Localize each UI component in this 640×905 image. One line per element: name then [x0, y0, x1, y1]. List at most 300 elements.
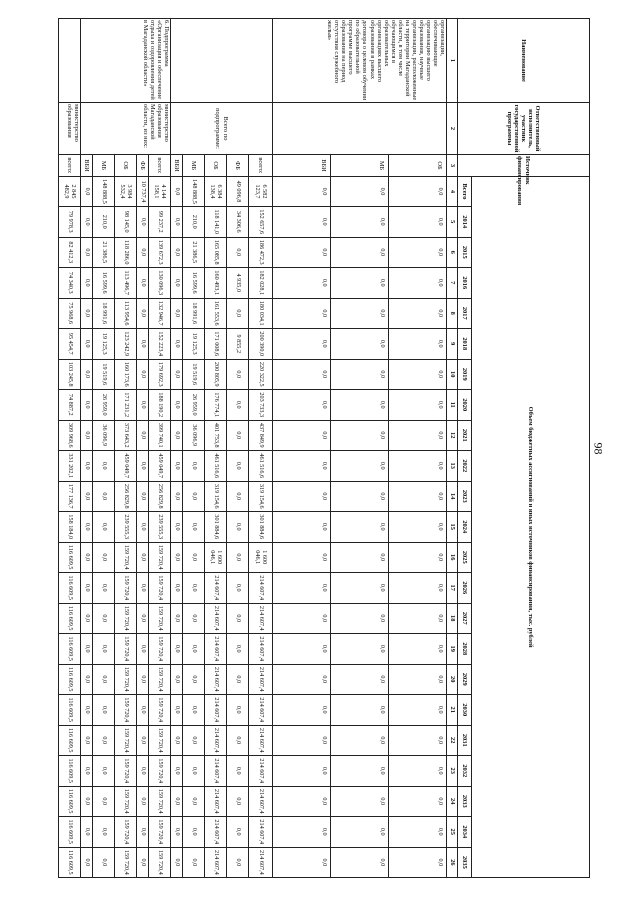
value-cell: 159 720,4: [115, 542, 137, 573]
value-cell: 0,0: [273, 207, 331, 238]
value-cell: 3 984 532,4: [115, 177, 137, 207]
value-cell: 214 607,4: [205, 634, 227, 665]
value-cell: 0,0: [171, 756, 183, 787]
value-cell: 0,0: [389, 634, 447, 665]
value-cell: 0,0: [331, 847, 389, 878]
value-cell: 0,0: [81, 359, 93, 390]
source-cell: ОБ: [205, 155, 227, 177]
value-cell: 214 607,4: [249, 725, 273, 756]
value-cell: 16 599,6: [93, 268, 115, 299]
value-cell: 0,0: [273, 268, 331, 299]
value-cell: 0,0: [227, 237, 249, 268]
value-cell: 0,0: [171, 481, 183, 512]
value-cell: 0,0: [171, 329, 183, 360]
column-number: 9: [447, 329, 458, 360]
value-cell: 214 607,4: [205, 756, 227, 787]
value-cell: 0,0: [389, 542, 447, 573]
column-number: 23: [447, 756, 458, 787]
value-cell: 0,0: [331, 177, 389, 207]
value-cell: 16 599,6: [183, 268, 205, 299]
value-cell: 74 887,2: [59, 390, 81, 421]
header-year: 2018: [458, 329, 472, 360]
value-cell: 0,0: [273, 756, 331, 787]
value-cell: 0,0: [273, 542, 331, 573]
value-cell: 0,0: [93, 847, 115, 878]
value-cell: 0,0: [389, 725, 447, 756]
value-cell: 0,0: [93, 634, 115, 665]
value-cell: 160 173,6: [115, 359, 137, 390]
value-cell: 0,0: [183, 786, 205, 817]
value-cell: 118 286,0: [115, 237, 137, 268]
value-cell: 0,0: [81, 695, 93, 726]
value-cell: 0,0: [183, 756, 205, 787]
value-cell: 214 607,4: [205, 725, 227, 756]
value-cell: 0,0: [81, 420, 93, 451]
value-cell: 0,0: [389, 512, 447, 543]
value-cell: 0,0: [227, 359, 249, 390]
value-cell: 0,0: [171, 786, 183, 817]
value-cell: 0,0: [331, 298, 389, 329]
block2-name: [171, 19, 273, 103]
header-year: 2023: [458, 481, 472, 512]
column-number: 3: [447, 155, 458, 177]
value-cell: 159 720,4: [115, 786, 137, 817]
value-cell: 49 096,8: [227, 177, 249, 207]
value-cell: 0,0: [331, 237, 389, 268]
value-cell: 214 607,4: [249, 664, 273, 695]
value-cell: 0,0: [389, 420, 447, 451]
value-cell: 0,0: [227, 481, 249, 512]
value-cell: 148 888,5: [93, 177, 115, 207]
value-cell: 152 223,4: [149, 329, 171, 360]
value-cell: 113 496,7: [115, 268, 137, 299]
value-cell: 159 720,4: [115, 573, 137, 604]
value-cell: 0,0: [273, 390, 331, 421]
value-cell: 214 607,4: [205, 786, 227, 817]
header-year: 2032: [458, 756, 472, 787]
value-cell: 0,0: [273, 786, 331, 817]
value-cell: 0,0: [273, 695, 331, 726]
value-cell: 116 609,5: [59, 573, 81, 604]
value-cell: 0,0: [93, 481, 115, 512]
column-number: 25: [447, 817, 458, 848]
value-cell: 98 145,0: [115, 207, 137, 238]
value-cell: 214 607,4: [249, 573, 273, 604]
value-cell: 0,0: [273, 298, 331, 329]
value-cell: 0,0: [183, 664, 205, 695]
value-cell: 0,0: [137, 786, 149, 817]
value-cell: 0,0: [183, 634, 205, 665]
value-cell: 159 720,4: [115, 817, 137, 848]
value-cell: 26 959,0: [93, 390, 115, 421]
value-cell: 214 607,4: [249, 786, 273, 817]
value-cell: 159 720,4: [149, 786, 171, 817]
value-cell: 0,0: [137, 634, 149, 665]
value-cell: 116 609,5: [59, 725, 81, 756]
value-cell: 19 519,6: [183, 359, 205, 390]
value-cell: 214 607,4: [205, 847, 227, 878]
value-cell: 159 720,4: [149, 695, 171, 726]
value-cell: 0,0: [93, 573, 115, 604]
header-year: 2026: [458, 573, 472, 604]
value-cell: 159 720,4: [115, 847, 137, 878]
value-cell: 158 184,0: [59, 512, 81, 543]
value-cell: 256 829,8: [115, 481, 137, 512]
value-cell: 4 144 158,1: [149, 177, 171, 207]
value-cell: 0,0: [171, 725, 183, 756]
value-cell: 0,0: [137, 329, 149, 360]
value-cell: 373 643,2: [115, 420, 137, 451]
value-cell: 116 609,5: [59, 634, 81, 665]
value-cell: 0,0: [183, 725, 205, 756]
value-cell: 0,0: [137, 542, 149, 573]
value-cell: 159 720,4: [149, 847, 171, 878]
value-cell: 19 519,6: [93, 359, 115, 390]
value-cell: 0,0: [331, 573, 389, 604]
source-cell: всего:: [249, 155, 273, 177]
value-cell: 82 412,3: [59, 237, 81, 268]
value-cell: 0,0: [137, 603, 149, 634]
value-cell: 21 386,5: [183, 237, 205, 268]
value-cell: 0,0: [273, 512, 331, 543]
value-cell: 0,0: [171, 817, 183, 848]
value-cell: 0,0: [273, 847, 331, 878]
value-cell: 0,0: [273, 817, 331, 848]
value-cell: 0,0: [183, 603, 205, 634]
value-cell: 159 720,4: [149, 756, 171, 787]
value-cell: 36 096,9: [183, 420, 205, 451]
value-cell: 0,0: [183, 695, 205, 726]
header-year: 2029: [458, 664, 472, 695]
value-cell: 116 609,5: [59, 817, 81, 848]
value-cell: 0,0: [273, 603, 331, 634]
value-cell: 0,0: [389, 390, 447, 421]
value-cell: 210,0: [93, 207, 115, 238]
value-cell: 0,0: [331, 207, 389, 238]
value-cell: 0,0: [171, 177, 183, 207]
header-name: Наименование: [458, 19, 590, 103]
value-cell: 0,0: [93, 786, 115, 817]
column-number: 15: [447, 512, 458, 543]
value-cell: 0,0: [137, 237, 149, 268]
value-cell: 0,0: [389, 268, 447, 299]
column-number: 8: [447, 298, 458, 329]
value-cell: 200 390,0: [249, 329, 273, 360]
block4-name: [59, 19, 81, 103]
value-cell: 0,0: [183, 817, 205, 848]
value-cell: 116 609,5: [59, 695, 81, 726]
value-cell: 116 609,5: [59, 847, 81, 878]
value-cell: 239 555,3: [115, 512, 137, 543]
value-cell: 132 946,7: [149, 298, 171, 329]
value-cell: 0,0: [273, 573, 331, 604]
value-cell: 0,0: [227, 786, 249, 817]
header-responsible: Ответственный исполнитель, участник государственной программы: [458, 103, 590, 155]
value-cell: 159 720,4: [115, 695, 137, 726]
value-cell: 0,0: [389, 664, 447, 695]
value-cell: 0,0: [389, 329, 447, 360]
value-cell: 0,0: [137, 359, 149, 390]
value-cell: 2 845 482,9: [59, 177, 81, 207]
value-cell: 118 141,0: [205, 207, 227, 238]
column-number: 1: [447, 19, 458, 103]
column-number: 10: [447, 359, 458, 390]
value-cell: 0,0: [137, 451, 149, 482]
value-cell: 1 600 046,1: [205, 542, 227, 573]
value-cell: 220 322,5: [249, 359, 273, 390]
column-number: 19: [447, 634, 458, 665]
value-cell: 0,0: [331, 664, 389, 695]
value-cell: 0,0: [81, 268, 93, 299]
value-cell: 10 737,4: [137, 177, 149, 207]
value-cell: 0,0: [227, 847, 249, 878]
value-cell: 0,0: [389, 298, 447, 329]
column-number: 20: [447, 664, 458, 695]
value-cell: 319 154,6: [205, 481, 227, 512]
value-cell: 0,0: [137, 756, 149, 787]
value-cell: 179 692,3: [149, 359, 171, 390]
value-cell: 0,0: [389, 786, 447, 817]
header-year: 2035: [458, 847, 472, 878]
value-cell: 0,0: [171, 237, 183, 268]
value-cell: 0,0: [183, 481, 205, 512]
value-cell: 0,0: [171, 390, 183, 421]
value-cell: 0,0: [171, 542, 183, 573]
source-cell: ВБИ: [81, 155, 93, 177]
value-cell: 152 657,6: [249, 207, 273, 238]
value-cell: 26 959,0: [183, 390, 205, 421]
value-cell: 116 609,5: [59, 542, 81, 573]
value-cell: 159 720,4: [115, 756, 137, 787]
column-number: 17: [447, 573, 458, 604]
value-cell: 0,0: [93, 603, 115, 634]
value-cell: 0,0: [227, 298, 249, 329]
value-cell: 0,0: [389, 451, 447, 482]
header-year: 2022: [458, 451, 472, 482]
value-cell: 0,0: [389, 207, 447, 238]
block1-name: организации, обеспечивающие организацию высшего образования, научные организации, расположенные на территории Магаданской области, в том числе обучающимся в образовательных организациях высшего образования в рамках договора о целевом обучении по образовательной программе высшего образования на период отсутствия служебного жилья»: [273, 19, 447, 103]
value-cell: 95 454,7: [59, 329, 81, 360]
header-year: 2027: [458, 603, 472, 634]
header-year: 2028: [458, 634, 472, 665]
value-cell: 159 720,4: [149, 725, 171, 756]
value-cell: 0,0: [137, 268, 149, 299]
value-cell: 180 034,1: [249, 298, 273, 329]
value-cell: 0,0: [171, 573, 183, 604]
value-cell: 0,0: [183, 451, 205, 482]
value-cell: 399 740,1: [149, 420, 171, 451]
source-cell: ВБИ: [273, 155, 331, 177]
value-cell: 0,0: [81, 603, 93, 634]
value-cell: 4 935,0: [227, 268, 249, 299]
value-cell: 18 991,6: [93, 298, 115, 329]
value-cell: 0,0: [227, 542, 249, 573]
value-cell: 214 607,4: [249, 695, 273, 726]
header-year: 2033: [458, 786, 472, 817]
value-cell: 0,0: [331, 359, 389, 390]
value-cell: 203 733,3: [249, 390, 273, 421]
source-cell: МБ: [331, 155, 389, 177]
value-cell: 0,0: [137, 420, 149, 451]
value-cell: 0,0: [273, 237, 331, 268]
source-cell: ОБ: [389, 155, 447, 177]
column-number: 2: [447, 103, 458, 155]
value-cell: 0,0: [389, 695, 447, 726]
value-cell: 0,0: [137, 207, 149, 238]
value-cell: 0,0: [331, 756, 389, 787]
value-cell: 0,0: [183, 512, 205, 543]
source-cell: ФБ: [137, 155, 149, 177]
value-cell: 301 884,6: [205, 512, 227, 543]
value-cell: 461 516,6: [205, 451, 227, 482]
value-cell: 34 306,6: [227, 207, 249, 238]
value-cell: 0,0: [227, 695, 249, 726]
block3-responsible: министерство образования Магаданской области, из них:: [81, 103, 171, 155]
source-cell: ОБ: [115, 155, 137, 177]
source-cell: всего:: [149, 155, 171, 177]
value-cell: 186 472,3: [249, 237, 273, 268]
value-cell: 0,0: [273, 664, 331, 695]
value-cell: 0,0: [81, 207, 93, 238]
header-year: 2024: [458, 512, 472, 543]
value-cell: 0,0: [331, 481, 389, 512]
block1-responsible: [273, 103, 447, 155]
header-year: 2017: [458, 298, 472, 329]
value-cell: 182 028,1: [249, 268, 273, 299]
value-cell: 0,0: [93, 542, 115, 573]
value-cell: 159 720,4: [149, 817, 171, 848]
value-cell: 0,0: [227, 634, 249, 665]
value-cell: 0,0: [183, 573, 205, 604]
value-cell: 159 720,4: [149, 542, 171, 573]
value-cell: 0,0: [331, 695, 389, 726]
value-cell: 103 245,8: [59, 359, 81, 390]
value-cell: 0,0: [81, 725, 93, 756]
value-cell: 21 386,5: [93, 237, 115, 268]
value-cell: 0,0: [227, 451, 249, 482]
block2-responsible: Всего по подпрограмме:: [171, 103, 273, 155]
header-total: Всего: [458, 177, 472, 207]
value-cell: 0,0: [227, 573, 249, 604]
value-cell: 0,0: [81, 573, 93, 604]
column-number: 5: [447, 207, 458, 238]
value-cell: 0,0: [93, 725, 115, 756]
column-number: 16: [447, 542, 458, 573]
column-number: 22: [447, 725, 458, 756]
value-cell: 159 720,4: [115, 725, 137, 756]
value-cell: 0,0: [273, 481, 331, 512]
value-cell: 0,0: [137, 847, 149, 878]
value-cell: 214 607,4: [249, 847, 273, 878]
value-cell: 0,0: [81, 329, 93, 360]
value-cell: 113 954,6: [115, 298, 137, 329]
value-cell: 0,0: [137, 481, 149, 512]
value-cell: 177 136,7: [59, 481, 81, 512]
header-source: Источник финансирования: [458, 155, 590, 177]
value-cell: 0,0: [171, 359, 183, 390]
value-cell: 214 607,4: [249, 756, 273, 787]
source-cell: МБ: [183, 155, 205, 177]
value-cell: 461 516,6: [249, 451, 273, 482]
value-cell: 75 968,6: [59, 298, 81, 329]
budget-table: [58, 18, 590, 878]
value-cell: 0,0: [389, 177, 447, 207]
value-cell: 139 672,3: [149, 237, 171, 268]
header-year: 2015: [458, 237, 472, 268]
block3-name: 6. Подпрограмма «Организация и обеспечение отдыха и оздоровления детей в Магаданской области»: [81, 19, 171, 103]
value-cell: 0,0: [227, 420, 249, 451]
value-cell: 0,0: [171, 634, 183, 665]
value-cell: 0,0: [331, 634, 389, 665]
value-cell: 0,0: [171, 603, 183, 634]
value-cell: 0,0: [331, 512, 389, 543]
header-year: 2025: [458, 542, 472, 573]
value-cell: 159 720,4: [149, 634, 171, 665]
value-cell: 171 231,2: [115, 390, 137, 421]
value-cell: 0,0: [273, 359, 331, 390]
column-number: 24: [447, 786, 458, 817]
value-cell: 0,0: [171, 451, 183, 482]
value-cell: 0,0: [81, 634, 93, 665]
value-cell: 18 991,6: [183, 298, 205, 329]
value-cell: 0,0: [273, 329, 331, 360]
value-cell: 19 125,3: [93, 329, 115, 360]
value-cell: 0,0: [171, 420, 183, 451]
value-cell: 0,0: [81, 237, 93, 268]
value-cell: 0,0: [273, 451, 331, 482]
value-cell: 459 049,7: [149, 451, 171, 482]
value-cell: 0,0: [331, 725, 389, 756]
value-cell: 0,0: [331, 420, 389, 451]
column-number: 4: [447, 177, 458, 207]
header-volume: Объем бюджетных ассигнований и иных источников финансирования, тыс. рублей: [472, 177, 590, 878]
value-cell: 0,0: [137, 695, 149, 726]
value-cell: 0,0: [331, 329, 389, 360]
value-cell: 0,0: [171, 512, 183, 543]
value-cell: 188 190,2: [149, 390, 171, 421]
value-cell: 74 340,3: [59, 268, 81, 299]
value-cell: 116 609,5: [59, 786, 81, 817]
value-cell: 0,0: [81, 177, 93, 207]
value-cell: 0,0: [273, 177, 331, 207]
value-cell: 0,0: [227, 512, 249, 543]
value-cell: 99 237,2: [149, 207, 171, 238]
value-cell: 0,0: [137, 817, 149, 848]
value-cell: 0,0: [273, 420, 331, 451]
header-year: 2014: [458, 207, 472, 238]
value-cell: 214 607,4: [205, 695, 227, 726]
value-cell: 0,0: [171, 268, 183, 299]
value-cell: 159 720,4: [149, 664, 171, 695]
value-cell: 309 968,6: [59, 420, 81, 451]
value-cell: 0,0: [171, 298, 183, 329]
header-year: 2034: [458, 817, 472, 848]
value-cell: 459 049,7: [115, 451, 137, 482]
header-year: 2019: [458, 359, 472, 390]
column-number: 6: [447, 237, 458, 268]
source-cell: всего:: [59, 155, 81, 177]
column-number: 26: [447, 847, 458, 878]
source-cell: ВБИ: [171, 155, 183, 177]
value-cell: 239 555,3: [149, 512, 171, 543]
value-cell: 256 829,8: [149, 481, 171, 512]
value-cell: 214 607,4: [205, 573, 227, 604]
value-cell: 0,0: [137, 725, 149, 756]
value-cell: 0,0: [81, 847, 93, 878]
value-cell: 116 609,5: [59, 664, 81, 695]
value-cell: 6 582 123,7: [249, 177, 273, 207]
value-cell: 0,0: [389, 237, 447, 268]
